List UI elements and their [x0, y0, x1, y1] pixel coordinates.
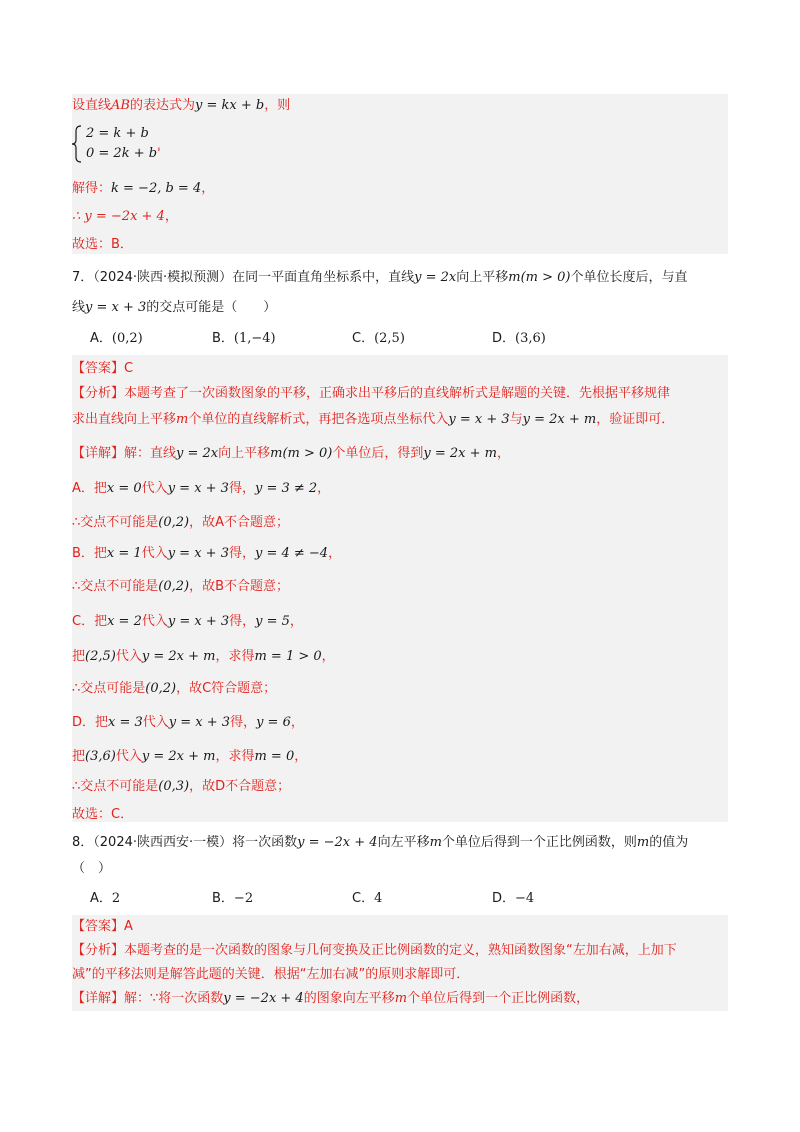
q7-step-mid: 代入	[142, 715, 169, 730]
q7-step-end: ，	[289, 614, 303, 629]
q7-answer: 【答案】C	[72, 361, 134, 376]
q8-analysis-2: 减”的平移法则是解答此题的关键．根据“左加右减”的原则求解即可．	[72, 967, 470, 982]
q7-step-mid: 代入	[115, 649, 142, 664]
q7-step-pre: ∴交点不可能是	[72, 579, 159, 594]
q7-step-e1: (3,6)	[85, 749, 116, 764]
q7-detail: 【详解】解：直线y = 2x向上平移m(m > 0)个单位后，得到y = 2x + m，	[72, 446, 510, 461]
q7-option-c[interactable]: C．(2,5)	[352, 331, 405, 346]
system-eq-1: 2 = k + b	[86, 126, 149, 141]
q7-step-e3: m = 1 > 0	[254, 649, 322, 664]
q7-step-e3: y = 4 ≠ −4	[254, 546, 329, 561]
q7-step-line	[72, 714, 304, 732]
q7-step-e2: y = 2x + m	[141, 649, 216, 664]
q7-step-pre: ∴交点不可能是	[72, 779, 159, 794]
q7-step-e2: y = x + 3	[168, 715, 231, 730]
top-choice: 故选：B．	[72, 237, 133, 252]
q7-step-mid: ，故A不合题意；	[189, 515, 290, 530]
q7-step-mid: 代入	[141, 546, 168, 561]
q7-step-post: 得，	[228, 546, 255, 561]
q7-step-e2: y = 2x + m	[141, 749, 216, 764]
q7-step-line	[72, 748, 307, 766]
q7-step-pre: ∴交点不可能是	[72, 515, 159, 530]
q7-step-mid: ，故B不合题意；	[189, 579, 290, 594]
q7-step-post: 得，	[228, 481, 255, 496]
q7-step-line	[72, 778, 290, 796]
solve-line: 解得：k = −2, b = 4，	[72, 181, 215, 196]
q7-step-e3: y = 3 ≠ 2	[254, 481, 318, 496]
top-line-1: 设直线AB的表达式为y = kx + b，则	[72, 98, 291, 113]
q8-stem-line-1: 8．（2024·陕西西安·一模）将一次函数y = −2x + 4向左平移m个单位后得到一个正比例函数，则m的值为	[72, 835, 689, 850]
q7-step-mid: ，故D不合题意；	[189, 779, 291, 794]
q7-step-e1: x = 1	[106, 546, 142, 561]
q7-step-line	[72, 613, 303, 631]
q7-step-line	[72, 680, 276, 698]
q8-option-b[interactable]: B．−2	[212, 891, 254, 906]
q7-step-pre: 把	[72, 749, 86, 764]
q7-step-e3: m = 0	[254, 749, 295, 764]
q7-step-mid: ，故C符合题意；	[176, 681, 277, 696]
q8-option-c[interactable]: C．4	[352, 891, 383, 906]
q7-step-pre: 把	[72, 649, 86, 664]
q7-step-post: 得，	[229, 614, 256, 629]
q7-step-pre: ∴交点可能是	[72, 681, 146, 696]
q8-option-d[interactable]: D．−4	[492, 891, 535, 906]
q7-step-e1: x = 2	[107, 614, 142, 629]
q7-choice: 故选：C．	[72, 807, 134, 822]
q7-step-e1: (0,2)	[145, 681, 177, 696]
q7-step-post: ，求得	[215, 749, 255, 764]
solution-band-top	[72, 94, 728, 254]
q7-step-e1: x = 3	[108, 715, 143, 730]
q8-option-a[interactable]: A．2	[90, 891, 121, 906]
q7-step-end: ，	[290, 715, 304, 730]
q7-option-b[interactable]: B．(1,−4)	[212, 331, 276, 346]
q7-step-end: ，	[294, 749, 308, 764]
q7-step-e1: (0,2)	[158, 579, 190, 594]
therefore-line: ∴ y = −2x + 4，	[72, 209, 178, 224]
q7-step-e1: (2,5)	[85, 649, 116, 664]
equation-brace	[72, 125, 82, 163]
q7-step-end: ，	[317, 481, 331, 496]
q7-step-mid: 代入	[141, 614, 168, 629]
q7-step-mid: 代入	[115, 749, 142, 764]
q7-step-end: ，	[321, 649, 335, 664]
q7-analysis-2: 求出直线向上平移m个单位的直线解析式，再把各选项点坐标代入y = x + 3与y = 2x + m，验证即可．	[72, 412, 675, 427]
q7-step-line	[72, 648, 335, 666]
q8-stem-line-2: （ ）	[72, 861, 112, 876]
q8-detail: 【详解】解：∵将一次函数y = −2x + 4的图象向左平移m个单位后得到一个正比例函数，	[72, 991, 590, 1006]
q7-step-e1: (0,2)	[158, 515, 190, 530]
q7-stem-line-1: 7．（2024·陕西·模拟预测）在同一平面直角坐标系中，直线y = 2x向上平移m(m > 0)个单位长度后，与直	[72, 270, 688, 285]
q7-step-e2: y = x + 3	[167, 546, 229, 561]
q8-analysis-1: 【分析】本题考查的是一次函数的图象与几何变换及正比例函数的定义，熟知函数图象“左加右减，上加下	[72, 943, 677, 958]
q7-step-pre: C．把	[72, 614, 108, 629]
q7-step-e1: x = 0	[106, 481, 142, 496]
q7-step-pre: B．把	[72, 546, 107, 561]
q7-step-line	[72, 578, 289, 596]
q7-step-e3: y = 5	[255, 614, 290, 629]
q7-step-line	[72, 480, 330, 498]
q7-step-e3: y = 6	[256, 715, 291, 730]
q7-step-mid: 代入	[141, 481, 168, 496]
q7-option-d[interactable]: D．(3,6)	[492, 331, 546, 346]
q7-stem-line-2: 线y = x + 3的交点可能是（ ）	[72, 300, 277, 315]
system-eq-2: 0 = 2k + b'	[86, 146, 161, 161]
q7-step-pre: D．把	[72, 715, 109, 730]
q7-step-line	[72, 514, 289, 532]
q7-step-end: ，	[328, 546, 342, 561]
q7-step-post: 得，	[230, 715, 257, 730]
q7-option-a[interactable]: A．(0,2)	[90, 331, 143, 346]
q7-analysis-1: 【分析】本题考查了一次函数图象的平移，正确求出平移后的直线解析式是解题的关键．先根据平移规律	[72, 386, 671, 401]
q7-step-line	[72, 545, 341, 563]
q7-step-e2: y = x + 3	[167, 614, 230, 629]
q8-answer: 【答案】A	[72, 919, 133, 934]
q7-step-e1: (0,3)	[158, 779, 190, 794]
q7-step-e2: y = x + 3	[167, 481, 229, 496]
q7-step-post: ，求得	[215, 649, 255, 664]
q7-step-pre: A．把	[72, 481, 107, 496]
